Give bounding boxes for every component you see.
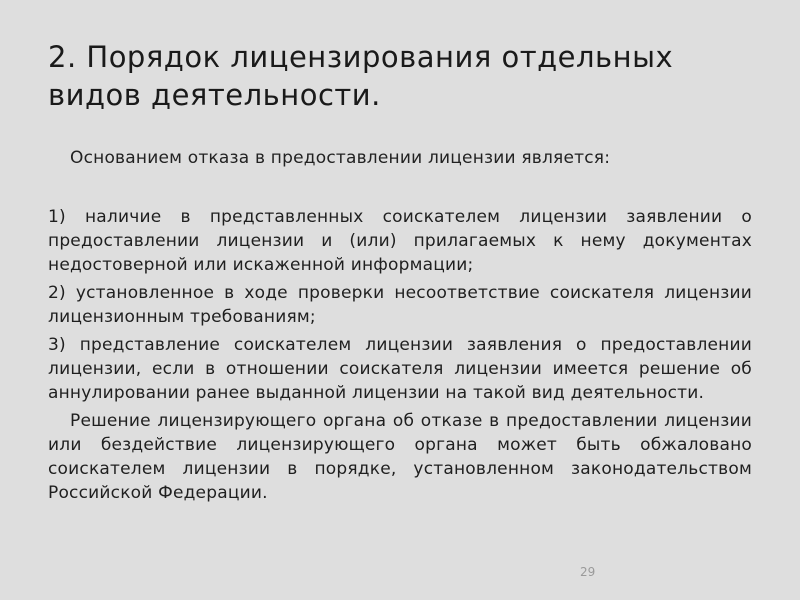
slide-title: 2. Порядок лицензирования отдельных видов деятельности. xyxy=(48,40,674,112)
page-number: 29 xyxy=(580,565,596,579)
paragraph-item-3: 3) представление соискателем лицензии заявления о предоставлении лицензии, если в отношении соискателя лицензии имеется решение об аннулировании ранее выданной лицензии на такой вид деятельности. xyxy=(48,335,752,403)
body-text xyxy=(48,205,752,509)
paragraph-conclusion: Решение лицензирующего органа об отказе в предоставлении лицензии или бездействие лицензирующего органа может быть обжаловано соискателем лицензии в порядке, установленном законодательством Российской Федерации. xyxy=(48,411,752,503)
intro-text: Основанием отказа в предоставлении лицензии является: xyxy=(70,148,611,168)
paragraph-item-2: 2) установленное в ходе проверки несоответствие соискателя лицензии лицензионным требованиям; xyxy=(48,283,752,327)
paragraph-item-1: 1) наличие в представленных соискателем лицензии заявлении о предоставлении лицензии и (или) прилагаемых к нему документах недостоверной или искаженной информации; xyxy=(48,207,752,275)
